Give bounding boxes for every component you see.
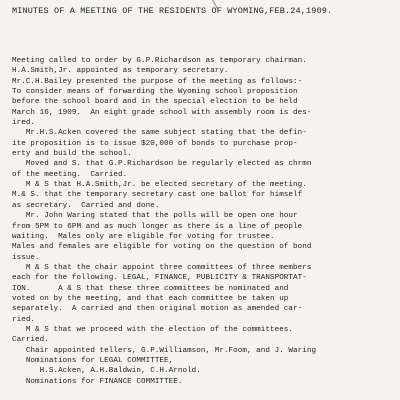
text-line: Mr. John Waring stated that the polls will be open one hour — [12, 212, 298, 221]
text-line: before the school board and in the special election to be held — [12, 98, 298, 107]
document-body — [12, 56, 396, 387]
text-line: Nominations for FINANCE COMMITTEE. — [12, 377, 183, 386]
text-line: Meeting called to order by G.P.Richardson as temporary chairman. — [12, 57, 307, 65]
text-line: H.A.Smith,Jr. appointed as temporary secretary. — [12, 67, 229, 76]
text-line: To consider means of forwarding the Wyoming school proposition — [12, 88, 298, 97]
text-line: issue. — [12, 253, 40, 262]
text-line: H.S.Acken, A.H.Baldwin, C.H.Arnold. — [12, 367, 201, 376]
text-line: Carried. — [12, 336, 49, 345]
text-line: as secretary. Carried and done. — [12, 201, 160, 210]
text-line: voted on by the meeting, and that each committee be taken up — [12, 294, 289, 303]
text-line: March 16, 1909. An eight grade school with assembly room is des- — [12, 108, 312, 117]
text-line: of the meeting. Carried. — [12, 170, 128, 179]
text-line: Mr.C.H.Bailey presented the purpose of the meeting as follows:- — [12, 77, 303, 86]
text-line: separately. A carried and then original motion as amended car- — [12, 305, 303, 314]
text-line: ried. — [12, 315, 36, 324]
text-line: Mr.H.S.Acken covered the same subject stating that the defin- — [12, 129, 307, 138]
text-line: each for the following. LEGAL, FINANCE, PUBLICITY & TRANSPORTAT- — [12, 274, 307, 283]
text-line: waiting. Males only are eligible for voting for trustee. — [12, 232, 275, 241]
text-line: Nominations for LEGAL COMMITTEE, — [12, 356, 174, 365]
text-line: M.& S. that the temporary secretary cast one ballot for himself — [12, 191, 303, 200]
text-line: ired. — [12, 119, 36, 128]
text-line: ite proposition is to issue $20,000 of bonds to purchase prop- — [12, 139, 298, 148]
text-line: from 5PM to 6PM and as much longer as there is a line of people — [12, 222, 303, 231]
text-line: M & S that H.A.Smith,Jr. be elected secretary of the meeting. — [12, 181, 307, 190]
text-line: Males and females are eligible for voting on the question of bond — [12, 243, 312, 252]
text-line: erty and build the school. — [12, 150, 132, 159]
text-line: M & S that the chair appoint three committees of three members — [12, 263, 312, 272]
document-title: MINUTES OF A MEETING OF THE RESIDENTS OF WYOMING,FEB.24,1909. — [12, 6, 333, 16]
text-line: ION. A & S that these three committees be nominated and — [12, 284, 289, 293]
text-line: Chair appointed tellers, G.P.Williamson, Mr.Foom, and J. Waring — [12, 346, 317, 355]
text-line: Moved and S. that G.P.Richardson be regularly elected as chrmn — [12, 160, 312, 169]
text-line: M & S that we proceed with the election of the committees. — [12, 325, 294, 334]
